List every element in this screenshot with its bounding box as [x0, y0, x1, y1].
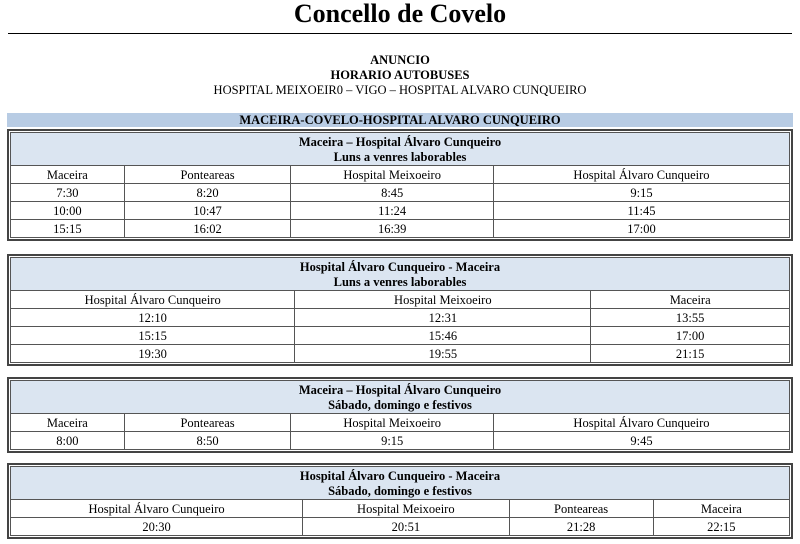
timetable-title: Hospital Álvaro Cunqueiro - Maceira	[299, 260, 501, 274]
timetable-header	[11, 133, 790, 166]
title-divider	[8, 33, 792, 34]
timetable-block-weekend-return	[7, 463, 793, 539]
column-header: Hospital Álvaro Cunqueiro	[493, 166, 789, 184]
column-header: Ponteareas	[124, 414, 291, 432]
time-cell: 15:15	[11, 327, 295, 345]
column-header-row	[11, 500, 790, 518]
time-cell: 12:31	[295, 309, 591, 327]
time-cell: 15:15	[11, 220, 125, 238]
column-header-row	[11, 166, 790, 184]
announcement-route: HOSPITAL MEIXOEIR0 – VIGO – HOSPITAL ALVARO CUNQUEIRO	[213, 83, 587, 97]
column-header-row	[11, 291, 790, 309]
time-cell: 20:30	[11, 518, 303, 536]
time-cell: 8:00	[11, 432, 125, 450]
time-cell: 8:50	[124, 432, 291, 450]
column-header: Hospital Álvaro Cunqueiro	[493, 414, 789, 432]
time-cell: 17:00	[493, 220, 789, 238]
announcement	[0, 53, 800, 98]
timetable-title: Maceira – Hospital Álvaro Cunqueiro	[298, 383, 502, 397]
time-cell: 11:24	[291, 202, 494, 220]
page-title: Concello de Covelo	[293, 0, 507, 28]
time-cell: 7:30	[11, 184, 125, 202]
time-cell: 9:15	[493, 184, 789, 202]
time-cell: 9:15	[291, 432, 494, 450]
time-cell: 21:15	[591, 345, 790, 363]
time-cell: 22:15	[653, 518, 789, 536]
table-row	[11, 202, 790, 220]
column-header: Hospital Meixoeiro	[291, 166, 494, 184]
timetable-header	[11, 258, 790, 291]
time-cell: 16:39	[291, 220, 494, 238]
timetable-table	[10, 380, 790, 450]
time-cell: 19:55	[295, 345, 591, 363]
timetable-table	[10, 466, 790, 536]
table-row	[11, 220, 790, 238]
announcement-label: ANUNCIO	[370, 53, 430, 67]
timetable-table	[10, 132, 790, 238]
time-cell: 8:45	[291, 184, 494, 202]
column-header: Maceira	[11, 414, 125, 432]
column-header: Maceira	[591, 291, 790, 309]
timetable-table	[10, 257, 790, 363]
time-cell: 16:02	[124, 220, 291, 238]
timetable-block-weekday-outbound	[7, 129, 793, 241]
time-cell: 12:10	[11, 309, 295, 327]
time-cell: 17:00	[591, 327, 790, 345]
column-header: Ponteareas	[124, 166, 291, 184]
time-cell: 10:47	[124, 202, 291, 220]
time-cell: 11:45	[493, 202, 789, 220]
timetable-block-weekday-return	[7, 254, 793, 366]
time-cell: 20:51	[303, 518, 509, 536]
timetable-days: Luns a venres laborables	[333, 150, 467, 164]
time-cell: 21:28	[509, 518, 653, 536]
column-header: Hospital Meixoeiro	[291, 414, 494, 432]
table-row	[11, 518, 790, 536]
timetable-days: Sábado, domingo e festivos	[328, 398, 472, 412]
time-cell: 9:45	[493, 432, 789, 450]
column-header: Hospital Meixoeiro	[303, 500, 509, 518]
table-row	[11, 309, 790, 327]
timetable-days: Sábado, domingo e festivos	[328, 484, 472, 498]
announcement-heading: HORARIO AUTOBUSES	[330, 68, 470, 82]
timetable-header	[11, 381, 790, 414]
timetable-title: Hospital Álvaro Cunqueiro - Maceira	[299, 469, 501, 483]
table-row	[11, 327, 790, 345]
table-row	[11, 184, 790, 202]
timetable-block-weekend-outbound	[7, 377, 793, 453]
time-cell: 13:55	[591, 309, 790, 327]
column-header: Hospital Álvaro Cunqueiro	[11, 500, 303, 518]
timetable-days: Luns a venres laborables	[333, 275, 467, 289]
table-row	[11, 432, 790, 450]
time-cell: 19:30	[11, 345, 295, 363]
timetable-header	[11, 467, 790, 500]
time-cell: 8:20	[124, 184, 291, 202]
column-header: Ponteareas	[509, 500, 653, 518]
route-title-bar: MACEIRA-COVELO-HOSPITAL ALVARO CUNQUEIRO	[7, 113, 793, 127]
table-row	[11, 345, 790, 363]
column-header: Maceira	[11, 166, 125, 184]
column-header: Hospital Álvaro Cunqueiro	[11, 291, 295, 309]
column-header: Maceira	[653, 500, 789, 518]
column-header-row	[11, 414, 790, 432]
column-header: Hospital Meixoeiro	[295, 291, 591, 309]
time-cell: 10:00	[11, 202, 125, 220]
timetable-title: Maceira – Hospital Álvaro Cunqueiro	[298, 135, 502, 149]
time-cell: 15:46	[295, 327, 591, 345]
